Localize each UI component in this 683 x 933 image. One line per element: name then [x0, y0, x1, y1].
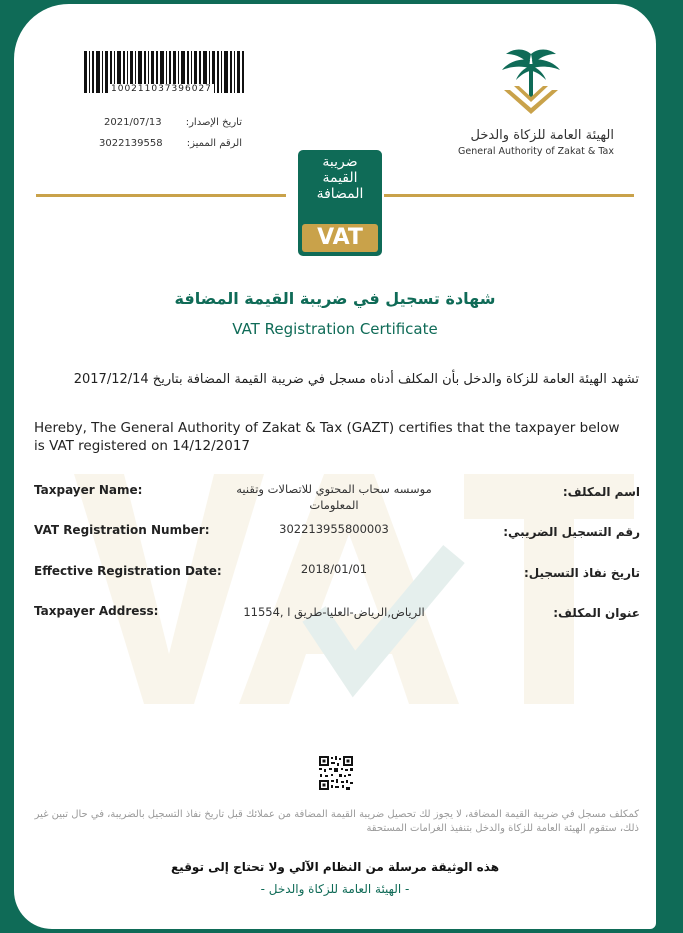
taxpayer-name-value: موسسه سحاب المحتوي للاتصالات وتقنيه المعلومات — [236, 482, 432, 512]
vat-number-label-en: VAT Registration Number: — [34, 523, 210, 537]
distinguished-number: 3022139558 — [99, 138, 163, 149]
authority-palm-logo-icon — [496, 46, 566, 118]
address-label-ar: عنوان المكلف: — [553, 606, 640, 620]
statement-ar: تشهد الهيئة العامة للزكاة والدخل بأن المكلف أدناه مسجل في ضريبة القيمة المضافة بتاريخ 2017/12/14 — [73, 372, 639, 387]
authority-name-en: General Authority of Zakat & Tax — [458, 146, 614, 157]
effective-date-value: 2018/01/01 — [300, 562, 368, 576]
vat-badge-en: VAT — [302, 224, 378, 252]
effective-date-label-ar: تاريخ نفاذ التسجيل: — [523, 566, 640, 580]
divider-right — [384, 194, 634, 197]
vat-badge-ar-line1: ضريبة — [322, 154, 358, 170]
address-label-en: Taxpayer Address: — [34, 604, 159, 618]
vat-number-value: 302213955800003 — [279, 522, 389, 536]
taxpayer-name-label-ar: اسم المكلف: — [562, 485, 640, 499]
effective-date-label-en: Effective Registration Date: — [34, 564, 222, 578]
distinguished-number-label: الرقم المميز: — [186, 138, 242, 149]
taxpayer-name-label-en: Taxpayer Name: — [34, 483, 143, 497]
vat-badge-ar-line2: القيمة — [322, 170, 358, 186]
divider-left — [36, 194, 286, 197]
issue-date-label: تاريخ الإصدار: — [185, 117, 242, 128]
issue-date: 2021/07/13 — [104, 117, 162, 128]
statement-en: Hereby, The General Authority of Zakat & Tax (GAZT) certifies that the taxpayer below is VAT registered on 14/12/2017 — [34, 420, 620, 454]
vat-badge-ar-line3: المضافة — [316, 186, 364, 202]
footer-auto-generated: هذه الوثيقة مرسلة من النظام الآلي ولا تحتاج إلى توقيع — [170, 860, 500, 874]
authority-name-ar: الهيئة العامة للزكاة والدخل — [470, 128, 614, 143]
title-ar: شهادة تسجيل في ضريبة القيمة المضافة — [174, 289, 496, 308]
title-en: VAT Registration Certificate — [232, 320, 438, 338]
footer-signature: - الهيئة العامة للزكاة والدخل - — [260, 882, 410, 896]
certificate-card — [14, 4, 656, 929]
footer-notice: كمكلف مسجل في ضريبة القيمة المضافة، لا يجوز لك تحصيل ضريبة القيمة المضافة من عملائك قبل تاريخ نفاذ التسجيل بالضريبة، في حال تبين غير ذلك، ستقوم الهيئة العامة للزكاة والدخل بتنفيذ الغرامات المستحقة — [34, 809, 639, 834]
barcode-number: 100211037396027 — [111, 84, 212, 94]
vat-number-label-ar: رقم التسجيل الضريبي: — [503, 525, 640, 539]
vat-badge — [298, 150, 382, 256]
address-value: الرياض,الرياض-العليا-طريق ا ,11554 — [243, 605, 425, 619]
qr-code-icon — [319, 756, 353, 790]
